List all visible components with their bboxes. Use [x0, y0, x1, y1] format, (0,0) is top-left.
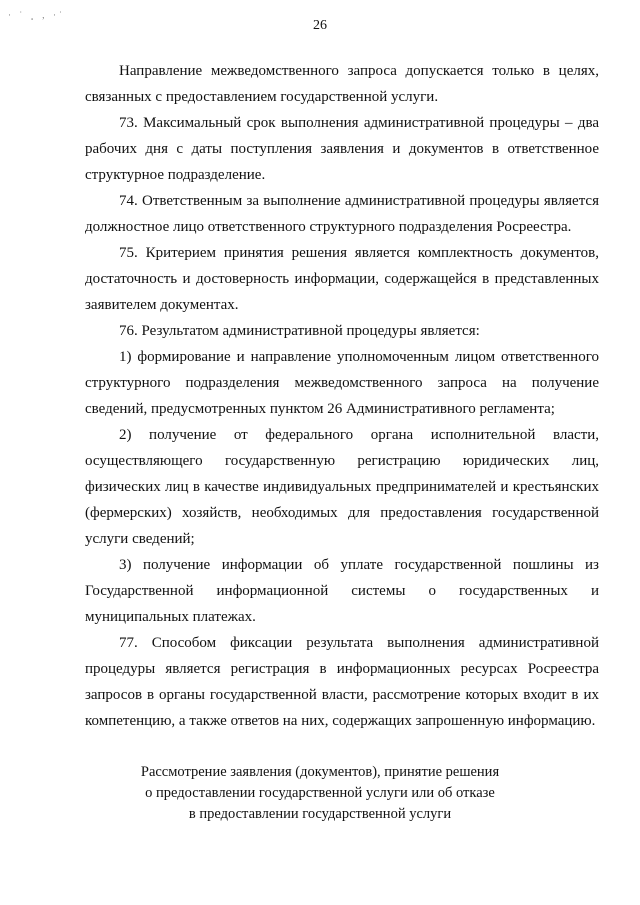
paragraph-76: 76. Результатом административной процедуры является: [119, 323, 480, 339]
section-heading-line-2: о предоставлении государственной услуги или об отказе [145, 785, 495, 801]
paragraph-76-item-1: 1) формирование и направление уполномоченным лицом ответственного структурного подразделения межведомственного запроса на получение сведений, предусмотренных пунктом 26 Административного регламента; [85, 349, 599, 417]
section-heading [95, 762, 545, 825]
scan-specks: · ˙ ¸ ‚ ·˙ [8, 10, 65, 20]
section-heading-line-3: в предоставлении государственной услуги [188, 806, 452, 822]
document-body [85, 58, 599, 734]
paragraph-request-purpose: Направление межведомственного запроса допускается только в целях, связанных с предоставлением государственной услуги. [85, 63, 599, 105]
page-number: 26 [313, 18, 327, 33]
paragraph-73: 73. Максимальный срок выполнения административной процедуры – два рабочих дня с даты поступления заявления и документов в ответственное структурное подразделение. [85, 115, 599, 183]
paragraph-76-item-2: 2) получение от федерального органа исполнительной власти, осуществляющего государственную регистрацию юридических лиц, физических лиц в качестве индивидуальных предпринимателей и крестьянских (фермерских) хозяйств, необходимых для предоставления государственной услуги сведений; [85, 427, 599, 547]
paragraph-76-item-3: 3) получение информации об уплате государственной пошлины из Государственной информационной системы о государственных и муниципальных платежах. [85, 557, 599, 625]
paragraph-74: 74. Ответственным за выполнение административной процедуры является должностное лицо ответственного структурного подразделения Росреестра. [85, 193, 599, 235]
section-heading-line-1: Рассмотрение заявления (документов), принятие решения [140, 764, 500, 780]
paragraph-77: 77. Способом фиксации результата выполнения административной процедуры является регистрация в информационных ресурсах Росреестра запросов в органы государственной власти, рассмотрение которых входит в их компетенцию, а также ответов на них, содержащих запрошенную информацию. [85, 635, 599, 729]
paragraph-75: 75. Критерием принятия решения является комплектность документов, достаточность и достоверность информации, содержащейся в представленных заявителем документах. [85, 245, 599, 313]
